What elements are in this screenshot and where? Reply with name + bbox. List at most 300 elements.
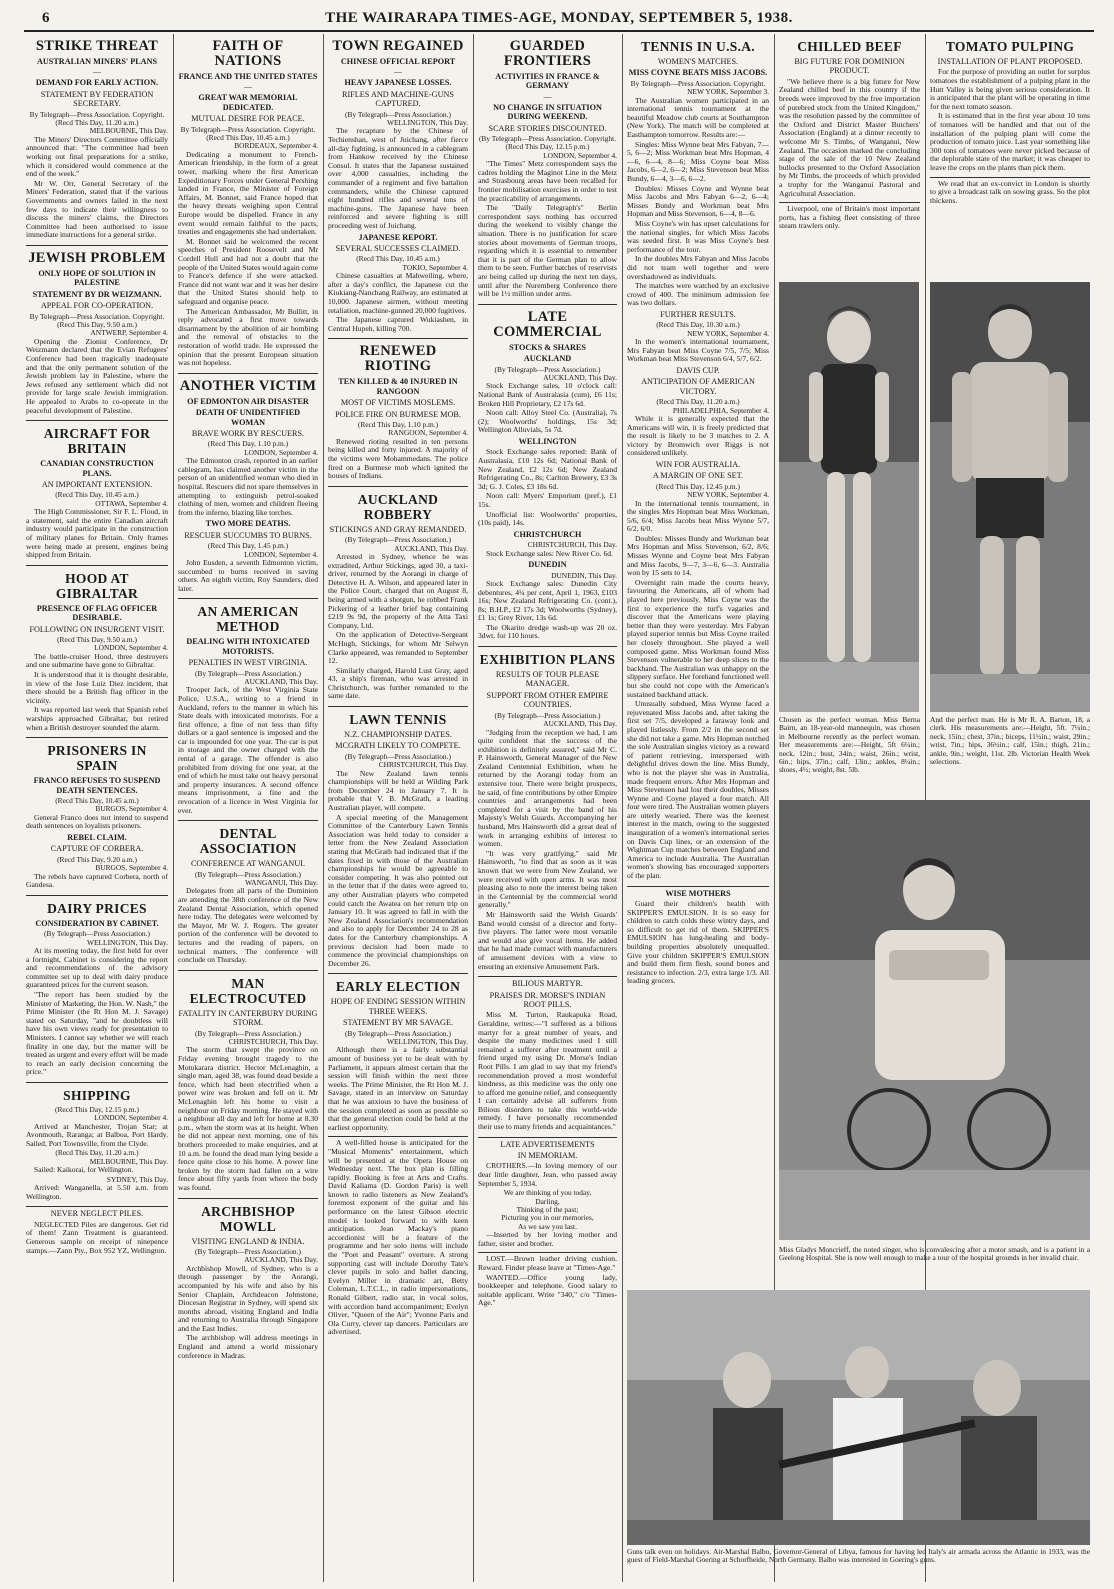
subheading: HEAVY JAPANESE LOSSES. xyxy=(344,78,452,88)
subheading: RESULTS OF TOUR PLEASE MANAGER. xyxy=(495,670,600,689)
subheading: SEVERAL SUCCESSES CLAIMED. xyxy=(335,243,461,253)
paragraph: "It was very gratifying," said Mr Hainsworth, "to find that as soon as it was known that we were from New Zealand, we were received with open arms. It was most pleasing also to note the interest being taken in the Centennial by the commercial world generally." xyxy=(478,848,617,910)
subheading: FATALITY IN CANTERBURY DURING STORM. xyxy=(178,1008,318,1028)
dateline: LONDON, September 4. xyxy=(244,447,318,457)
byline: (By Telegraph—Press Association.) xyxy=(44,929,150,939)
dateline: AUCKLAND, This Day. xyxy=(244,1255,318,1265)
dateline: BURGOS, September 4. xyxy=(95,863,168,873)
subheading: STATEMENT BY FEDERATION SECRETARY. xyxy=(40,89,154,109)
headline: STRIKE THREAT xyxy=(35,38,159,54)
article-man-electrocuted xyxy=(178,976,318,1193)
subheading: MOST OF VICTIMS MOSLEMS. xyxy=(340,398,456,408)
byline: By Telegraph—Press Association. Copyright. xyxy=(630,78,766,88)
ad-heading: WISE MOTHERS xyxy=(665,888,731,898)
paragraph: Similarly charged, Harold Lust Gray, aged 43, a ship's fireman, who was arrested in Christchurch, was further remanded to the same date. xyxy=(328,665,468,701)
subheading: A MARGIN OF ONE SET. xyxy=(652,471,744,481)
subheading: FRANCO REFUSES TO SUSPEND DEATH SENTENCES. xyxy=(33,776,161,795)
headline: LAWN TENNIS xyxy=(349,712,447,728)
byline: (Recd This Day, 12.15 p.m.) xyxy=(55,1104,139,1114)
divider xyxy=(26,420,168,421)
page-number: 6 xyxy=(42,10,50,26)
paragraph: Unusually subdued, Miss Wynne faced a rejuvenated Miss Jacobs and, after taking the first set 7/5, developed a faraway look and played listlessly. From 2/2 in the second set she did not take a game. Mrs Hopman notched the sole Australian singles victory as a reward of patient retrieving, interspersed with delightful drives down the line. Miss Bundy, who is not the player she was in Australia, made frequent errors. After Mrs Hopman and Miss Stevenson had lost their doubles, Misses Wynne and Coyne played a four match. All four were tired. The Australian women players are utterly wearied. There was the keenest interest in the match, owing to the suggested inauguration of a women's international series on Davis Cup lines, or an extension of the Wightman Cup matches between England and America to include Australia. The Australian women's showing has encouraged supporters of the plan. xyxy=(627,699,769,881)
subheading: FURTHER RESULTS. xyxy=(660,309,736,319)
headline: FAITH OF NATIONS xyxy=(212,38,284,69)
paragraph: Liverpool, one of Britain's most important ports, has a fishing fleet consisting of three steam trawlers only. xyxy=(779,204,920,231)
paragraph: The battle-cruiser Hood, three destroyers and one submarine have gone to Gibraltar. xyxy=(26,651,168,670)
paragraph: It was reported last week that Spanish rebel warships approached Gibraltar, but retired when a British destroyer sounded the alarm. xyxy=(26,705,168,732)
dateline: LONDON, September 4. xyxy=(543,150,617,160)
byline: (By Telegraph—Press Association.) xyxy=(494,364,601,374)
byline: (By Telegraph—Press Association.) xyxy=(195,668,301,678)
headline: EARLY ELECTION xyxy=(335,979,461,995)
subheading: WELLINGTON xyxy=(518,436,577,446)
paragraph: "The report has been studied by the Minister of Marketing, the Hon. W. Nash," the Prime Minister (the Rt Hon M. J. Savage) stated on Saturday, "and he doubtless will have his own views ready for presentation to Ministers. I cannot say whether we will reach finality in one day, but the matter will be treated as urgent and every effort will be made to reach an early decision concerning the price." xyxy=(26,989,168,1077)
paragraph: Delegates from all parts of the Dominion are attending the 38th conference of the New Zealand Dental Association, which opened here today. The delegates were welcomed by the Mayor, Mr W. J. Rogers. The greater portion of the conference will be devoted to lectures and the reading of papers, on technical matters. The conference will conclude on Thursday. xyxy=(178,886,318,965)
dateline: MELBOURNE, This Day. xyxy=(89,1156,168,1166)
subheading: WOMEN'S MATCHES. xyxy=(657,57,739,66)
subheading: INSTALLATION OF PLANT PROPOSED. xyxy=(937,57,1083,66)
paragraph: Mr Hainsworth said the Welsh Guards' Band would consist of a director and forty-five players. The latter were most versatile and would also give vocal items. He added that he had made contact with manufacturers of amusement devices with a view to ensuring an extensive Amusement Park. xyxy=(478,909,617,971)
dateline: WANGANUI, This Day. xyxy=(245,878,318,888)
verse-line: Thinking of the past; xyxy=(516,1205,579,1215)
column-7-top xyxy=(930,34,1090,274)
paragraph: It is understood that it is thought desirable, in view of the Jose Luiz Diez incident, that there should be a British flag officer in the vicinity. xyxy=(26,669,168,705)
divider xyxy=(26,1082,168,1083)
paragraph: The storm that swept the province on Friday evening brought tragedy to the Motukarara district. Hector McLenaghin, a single man, aged 38, was found dead beside a fence, which had been electrified when a power wire was broken and fell on it. Mr McLenaghin left his home to visit a neighbour on Friday morning. He stayed with a neighbour all day and left for home at 8.30 p.m., when the storm was at its height. When he did not appear next morning, one of his brothers proceeded to make enquiries, and at 10 a.m. he found the dead man lying beside a fence quite close to his home. A power line broken by the storm had fallen on a wire fence about fifty yards from where the body was found. xyxy=(178,1045,318,1192)
subheading: STATEMENT BY DR WEIZMANN. xyxy=(32,289,162,299)
byline: (Recd This Day, 11.20 a.m.) xyxy=(55,1148,139,1158)
paragraph: Arrived at Manchester, Trojan Star; at Avonmouth, Raranga; at Balboa, Port Hardy. Sailed, Port Townsville, from the Clyde. xyxy=(26,1121,168,1148)
subheading: MISS COYNE BEATS MISS JACOBS. xyxy=(628,68,768,78)
article-town-regained xyxy=(328,39,468,333)
paragraph: At its meeting today, the first held for over a fortnight, Cabinet is considering the report and recommendations of the advisory committee set up to deal with dairy produce guaranteed prices for the current season. xyxy=(26,945,168,990)
subheading: BRAVE WORK BY RESCUERS. xyxy=(191,428,305,438)
paragraph: The rebels have captured Corbera, north of Gandesa. xyxy=(26,871,168,890)
dateline: MELBOURNE, This Day. xyxy=(89,126,168,136)
divider xyxy=(26,737,168,738)
headline: SHIPPING xyxy=(63,1087,131,1103)
ad-text: Miss M. Turton, Raukapuka Road, Geraldine, writes:—"I suffered as a bilious martyr for a great number of years, and despite the many medicines used I still remained a sufferer after treatment until a friend urged my using Dr. Morse's Indian Root Pills. I am glad to say that my friend's recommendation proved a most wonderful kindness, as this medicine was the only one to afford me genuine relief, and consequently I can certainly advise all sufferers from Bilious disorders to take this world-wide remedy. I have personally recommended their use to many friends and acquaintances." xyxy=(478,1010,617,1132)
byline: (By Telegraph—Press Association.) xyxy=(195,869,301,879)
article-dental xyxy=(178,826,318,965)
paragraph: The Japanese captured Wukiashen, in Central Hupeh, killing 700. xyxy=(328,315,468,333)
column-4 xyxy=(478,34,617,1582)
article-auckland-robbery xyxy=(328,492,468,701)
paragraph: Overnight rain made the courts heavy, favouring the Americans, all of whom had played here previously. Miss Coyne was the first to experience the turf's vagaries and discover that the Americans were playing better than they were yesterday. Mrs Fabyan played superior tennis but Miss Coyne trailed her closely throughout. She played a well composed game. Miss Workman found Miss Stevenson vulnerable to her deep slices to the backhand. The Australian was unhappy on the slippery surface. Her forehand functioned well but she could not cope with the American's sustained backhand attack. xyxy=(627,577,769,699)
ad-text: NEGLECTED Piles are dangerous. Get rid of them! Zann Treatment is guaranteed. Generous sample on receipt of ninepence stamps.—Zann Pty., Box 952 YZ, Wellington. xyxy=(26,1219,168,1255)
paragraph: The recapture by the Chinese of Techienshan, west of Juichang, after fierce all-day fighting, is announced in a cablegram from Hankow received by the Chinese Consul. It states that the Japanese sustained over 4,000 casualties, including the commander of a regiment and five battalion commanders, while the Chinese captured eight hundred rifles and several tons of machine-guns. The Japanese have been reinforced and severe fighting is still proceeding west of Juichang. xyxy=(328,126,468,230)
paragraph: The High Commissioner, Sir F. L. Floud, in a statement, said the entire Canadian aircraft industry would participate in the construction of military planes for Britain. Only frames were being made at present, engines being shipped from Britain. xyxy=(26,507,168,560)
article-american-method xyxy=(178,604,318,815)
dateline: LONDON, September 4. xyxy=(94,1113,168,1123)
advertisement-bilious-martyr xyxy=(478,979,617,1132)
dateline: AUCKLAND, This Day. xyxy=(543,719,617,729)
byline: (By Telegraph—Press Association.) xyxy=(345,751,451,761)
byline: (By Telegraph—Press Association.) xyxy=(195,1246,301,1256)
dateline: OTTAWA, September 4. xyxy=(95,498,168,508)
dateline: LONDON, September 4. xyxy=(94,643,168,653)
dateline: WELLINGTON, This Day. xyxy=(87,937,168,947)
dateline: ANTWERP, September 4. xyxy=(90,328,168,338)
subheading: CANADIAN CONSTRUCTION PLANS. xyxy=(40,459,154,478)
subheading: CHINESE OFFICIAL REPORT xyxy=(340,57,456,66)
paragraph: Noon call: Myers' Emporium (pref.), £1 15s. xyxy=(478,491,617,509)
headline: CHILLED BEEF xyxy=(797,39,902,54)
paragraph: "Judging from the reception we had, I am quite confident that the success of the exhibition is definitely assured," said Mr C. P. Hainsworth, General Manager of the New Zealand Centennial Exhibition, when he returned by the Aorangi today from an extensive tour. There were bright prospects, he said, of fine contributions by other Empire countries and arrangements had been completed for a visit by the band of his Majesty's Welsh Guards. Accompanying her husband, Mrs Hainsworth did a great deal of work in arranging exhibits of interest to women. xyxy=(478,727,617,849)
divider xyxy=(178,820,318,821)
dateline: AUCKLAND, This Day. xyxy=(543,372,617,382)
subheading: MUTUAL DESIRE FOR PEACE. xyxy=(191,114,305,124)
byline: (Recd This Day, 1.10 p.m.) xyxy=(357,419,439,429)
column-2 xyxy=(178,34,318,1582)
paragraph: Chinese casualties at Mahweiling, where, after a day's conflict, the Japanese cut the Kiukiang-Nanchang Railway, are estimated at 10,000. Japanese airmen, without meeting retaliation, machine-gunned 20,000 fugitives. xyxy=(328,271,468,315)
byline: (By Telegraph—Press Association. Copyright. (Recd This Day, 12.15 p.m.) xyxy=(478,134,617,152)
subheading: DAVIS CUP. xyxy=(676,365,720,375)
ad-heading: BILIOUS MARTYR. xyxy=(512,979,583,989)
headline: ANOTHER VICTIM xyxy=(179,377,317,394)
divider xyxy=(478,1137,617,1138)
article-strike-threat xyxy=(26,39,168,240)
paragraph: John Eusden, a seventh Edmonton victim, succumbed to burns received in saving others. An eighth victim, Roy Saunders, died later. xyxy=(178,557,318,593)
article-prisoners-spain xyxy=(26,743,168,890)
column-rule xyxy=(173,34,174,1582)
byline: (Recd This Day, 1.45 p.m.) xyxy=(207,541,289,551)
subheading: FOLLOWING ON INSURGENT VISIT. xyxy=(29,624,165,634)
byline: (By Telegraph—Press Association.) xyxy=(195,1028,301,1038)
advertisement-wise-mothers xyxy=(627,889,769,986)
headline: RENEWED RIOTING xyxy=(359,343,437,375)
byline: (Recd This Day, 1.10 p.m.) xyxy=(207,439,289,449)
dateline: CHRISTCHURCH, This Day. xyxy=(228,1037,318,1046)
subheading: BIG FUTURE FOR DOMINION PRODUCT. xyxy=(794,57,905,76)
subheading: POLICE FIRE ON BURMESE MOB. xyxy=(335,409,461,419)
dateline: BORDEAUX, September 4. xyxy=(234,141,318,151)
subheading: IN MEMORIAM. xyxy=(517,1151,578,1161)
paragraph: The Okarito dredge wash-up was 20 oz. 3dwt. for 110 hours. xyxy=(478,622,617,641)
byline: (Recd This Day, 10.30 a.m.) xyxy=(656,320,740,330)
paragraph: —Inserted by her loving mother and father, sister and brother. xyxy=(478,1230,617,1248)
article-jewish-problem xyxy=(26,251,168,415)
subheading: N.Z. CHAMPIONSHIP DATES. xyxy=(344,730,452,740)
headline: AUCKLAND ROBBERY xyxy=(357,491,439,522)
divider xyxy=(478,304,617,305)
subheading: AN IMPORTANT EXTENSION. xyxy=(41,479,153,489)
divider xyxy=(26,565,168,566)
paragraph: Arrived: Wanganella, at 5.50 a.m. from Wellington. xyxy=(26,1183,168,1201)
dateline: WELLINGTON, This Day. xyxy=(387,118,468,128)
photo-perfect-woman-image xyxy=(779,282,919,712)
divider xyxy=(178,970,318,971)
article-shipping xyxy=(26,1088,168,1202)
byline: By Telegraph—Press Association. Copyright. (Recd This Day, 9.50 a.m.) xyxy=(29,311,165,329)
dateline: RANGOON, September 4. xyxy=(388,428,468,438)
paragraph: Stock Exchange sales, 10 o'clock call: National Bank of Australasia (cum), £6 11s; Broken Hill Proprietary, £2 17s 6d. xyxy=(478,381,617,408)
paragraph: The American Ambassador, Mr Bullitt, in reply advocated a first move towards disarmament by the abolition of air bombing and the removal of obstacles to the restoration of world trade. He expressed the opinion that the present European situation was not hopeless. xyxy=(178,306,318,368)
paragraph: The New Zealand lawn tennis championships will be held at Wilding Park from December 24 to January 7. It is probable that V. B. McGrath, a leading Australian player, will compete. xyxy=(328,768,468,813)
section-heading: LATE ADVERTISEMENTS xyxy=(500,1139,595,1149)
paragraph: It is estimated that in the first year about 10 tons of tomatoes will be handled and that out of the installation of the pulping plant will come the production of tomato juice. Last year something like 300 tons of tomatoes were never picked because of the deplorable state of the market; it was cheaper to leave the crops on the plants than pick them. xyxy=(930,111,1090,172)
headline: HOOD AT GIBRALTAR xyxy=(55,570,139,601)
article-guarded-frontiers xyxy=(478,39,617,299)
classified-ad: LOST.—Brown leather driving cushion. Reward. Finder please leave at "Times-Age." xyxy=(478,1254,617,1273)
subheading: CAPTURE OF CORBERA. xyxy=(50,844,144,854)
subheading: DEALING WITH INTOXICATED MOTORISTS. xyxy=(186,637,310,656)
dateline: WELLINGTON, This Day. xyxy=(387,1036,468,1046)
article-tennis-usa xyxy=(627,39,769,881)
divider xyxy=(26,895,168,896)
article-tomato-pulping xyxy=(930,39,1090,205)
divider: — xyxy=(93,67,101,77)
paragraph: M. Bonnet said he welcomed the recent speeches of President Roosevelt and Mr Cordell Hull and had not a doubt that the people of the United States would again come to France's defence if she were attacked. France did not want war and it was her desire that the United States should help to safeguard and organise peace. xyxy=(178,236,318,306)
subheading: ONLY HOPE OF SOLUTION IN PALESTINE xyxy=(38,268,156,288)
divider xyxy=(779,202,920,203)
column-6-top xyxy=(779,34,920,274)
headline: TOWN REGAINED xyxy=(332,38,464,54)
subheading: STOCKS & SHARES xyxy=(509,342,586,352)
subheading: PRESENCE OF FLAG OFFICER DESIRABLE. xyxy=(36,603,158,623)
subheading: AUCKLAND xyxy=(523,354,572,364)
subheading: TEN KILLED & 40 INJURED IN RANGOON xyxy=(338,377,458,396)
divider xyxy=(328,706,468,707)
dateline: AUCKLAND, This Day. xyxy=(394,543,468,553)
subheading: ACTIVITIES IN FRANCE & GERMANY xyxy=(495,72,600,91)
divider: — xyxy=(394,67,402,77)
divider xyxy=(328,486,468,487)
article-renewed-rioting xyxy=(328,344,468,480)
divider xyxy=(178,598,318,599)
subheading: MCGRATH LIKELY TO COMPETE. xyxy=(335,741,461,751)
divider xyxy=(627,886,769,887)
dateline: LONDON, September 4. xyxy=(244,549,318,559)
subheading: DEMAND FOR EARLY ACTION. xyxy=(35,78,159,88)
subheading: CONFERENCE AT WANGANUI. xyxy=(190,859,306,869)
divider xyxy=(178,373,318,374)
article-hood xyxy=(26,571,168,732)
paragraph: Doubles: Misses Coyne and Wynne beat Miss Jacobs and Mrs Fabyan 6—2, 6—4; Misses Bundy and Workman beat Mrs Hopman and Miss Stevenson, 6—4, 8—6. xyxy=(627,183,769,219)
subheading: PENALTIES IN WEST VIRGINIA. xyxy=(188,658,308,668)
subheading: OF EDMONTON AIR DISASTER xyxy=(187,396,309,406)
divider: — xyxy=(543,91,552,101)
paragraph: Sailed: Kaikorai, for Wellington. xyxy=(34,1165,134,1175)
subheading: APPEAL FOR CO-OPERATION. xyxy=(40,301,154,311)
caption-perfect-man: And the perfect man. He is Mr R. A. Barton, 18, a clerk. His measurements are:—Height, 5ft. 7¼in.; neck, 15in.; chest, 37in.; biceps, 11½in.; waist, 29in.; wrist, 7in.; hips, 36½in.; calf, 15in.; thigh, 21in.; ankle, 9in.; weight, 11st. 2lb. Victorian Health Week selections. xyxy=(930,715,1090,767)
paragraph: Trooper Jack, of the West Virginia State Police, U.S.A., writing to a friend in Auckland, refers to the manner in which his State deals with intoxicated motorists. For a first offence, a fine of not less than fifty dollars or a gaol sentence is imposed and the car is impounded for one year. The car is put in storage and the owner charged with the rental of a garage. The offender is also prohibited from driving for one year, at the end of which he must take out heavy personal and property insurances. A second offence means imprisonment, a fine and the revocation of a licence in West Virginia for ever. xyxy=(178,685,318,815)
subheading: TWO MORE DEATHS. xyxy=(205,519,291,529)
photo-perfect-man-image xyxy=(930,282,1090,712)
article-chilled-beef xyxy=(779,39,920,231)
divider xyxy=(328,338,468,339)
headline: PRISONERS IN SPAIN xyxy=(47,743,147,774)
article-dairy-prices xyxy=(26,901,168,1077)
column-3 xyxy=(328,34,468,1582)
headline: ARCHBISHOP MOWLL xyxy=(201,1203,295,1234)
paragraph: While it is generally expected that the Americans will win, it is freely predicted that the result is likely to be 3 matches to 2. A victory by Bromwich over Riggs is not considered unlikely. xyxy=(627,413,769,458)
byline: (By Telegraph—Press Association.) xyxy=(494,710,601,720)
paragraph: The Miners' Directors Committee officially announced that: "The committee had been working out final preparations for a strike, which it considered would commence at the end of the week." xyxy=(26,134,168,179)
paragraph: General Franco does not intend to suspend death sentences on loyalists prisoners. xyxy=(26,812,168,831)
divider xyxy=(930,177,1090,178)
paragraph: The matches were watched by an exclusive crowd of 400. The minimum admission fee was two dollars. xyxy=(627,281,769,308)
subheading: RIFLES AND MACHINE-GUNS CAPTURED. xyxy=(342,89,454,109)
advertisement-piles xyxy=(26,1209,168,1255)
subheading: DUNEDIN xyxy=(528,560,567,570)
paragraph: The archbishop will address meetings in England and attend a world missionary conference in Madras. xyxy=(178,1333,318,1360)
paragraph: Archbishop Mowll, of Sydney, who is a through passenger by the Aorangi, accompanied by his wife and also by his Senior Chaplain, Archdeacon Johnstone, Diocesan Registrar in Sydney, will spend six months abroad, visiting England and India and returning to Australia through Singapore and the East Indies. xyxy=(178,1263,318,1333)
verse-line: Picturing you in our memories, xyxy=(501,1213,594,1223)
subheading: SCARE STORIES DISCOUNTED. xyxy=(488,123,607,133)
paragraph: In the doubles Mrs Fabyan and Miss Jacobs did not team well together and were overshadowed as individuals. xyxy=(627,254,769,281)
divider xyxy=(328,1136,468,1137)
paragraph: Singles: Miss Wynne beat Mrs Fabyan, 7—5, 6—2; Miss Workman beat Mrs Hopman, 4—6, 6—4, 8—6; Miss Coyne beat Miss Jacobs, 6—2, 6—2; Miss Stevenson beat Miss Bundy, 6—4, 3—6, 6—2. xyxy=(627,139,769,183)
paragraph: A well-filled house is anticipated for the "Musical Moments" entertainment, which will be presented at the Opera House on Wednesday next. The box plan is filling rapidly. Booking is free at Arts and Crafts. David Kaliama (D. Gordon Paris) is well known to radio listeners as New Zealand's foremost exponent of the guitar and his performance on the latest Gibson electric model is looked forward to with keen anticipation. Jean Mackay's piano accordionist will be a feature of the programme and her solo items will include the "Poet and Peasant" overture. A strong supporting cast will include Dorothy Tate's clever pupils in solo and ballet dancing, Evelyn Miller in dramatic art, Betty Coleman, L.T.C.L., in radio impersonations, Ronald Gilbert, radio star, in vocal solos, with accordion band accompaniment; Evelyn Oliver, "Queen of the Air"; Yvonne Paris and Ola Curry, clever tap dancers. Particulars are advertised. xyxy=(328,1138,468,1337)
headline: EXHIBITION PLANS xyxy=(479,652,616,668)
article-aircraft xyxy=(26,426,168,560)
subheading: REBEL CLAIM. xyxy=(67,832,127,842)
caption-balbo-goering: Guns talk even on holidays. Air-Marshal Balbo, Governor-General of Libya, famous for having led Italy's air armada across the Atlantic in 1933, was the guest of Field-Marshal Goering at Schorfheide, North Germany. Balbo was interested in Goering's guns. xyxy=(627,1547,1090,1565)
divider xyxy=(478,646,617,647)
paragraph: In the international tennis tournament, in the singles Mrs Hopman beat Miss Workman, 5/6, 6/4; Miss Jacobs beat Miss Wynne 5/7, 6/2, 6/0. xyxy=(627,498,769,534)
paragraph: Arrested in Sydney, whence he was extradited, Arthur Stickings, aged 30, a taxi-driver, returned by the Aorangi in charge of Detective H. A. Wilson, and appeared later in the Police Court, charged that on August 8, being armed with a shotgun, he robbed Frank Pickering of a leather brief bag containing £219 9s 9d, the property of the Atta Taxi Company, Ltd. xyxy=(328,551,468,630)
paragraph: In the women's international tournament, Mrs Fabyan beat Miss Coyne 7/5, 7/5; Miss Workman beat Miss Stevenson 6/4, 5/7, 6/2. xyxy=(627,337,769,364)
photo-perfect-man xyxy=(930,282,1090,712)
paragraph: Noon call: Alloy Steel Co. (Australia), 7s (2); Woolworths' holdings, 15s 3d; Wellington Alluvials, 5s 7d. xyxy=(478,408,617,435)
article-late-commercial xyxy=(478,310,617,641)
subheading: DEATH OF UNIDENTIFIED WOMAN xyxy=(195,408,301,427)
subheading: FRANCE AND THE UNITED STATES xyxy=(178,72,318,81)
subheading: JAPANESE REPORT. xyxy=(358,232,438,242)
paragraph: Miss Coyne's win has upset calculations for the national singles, for which Miss Jacobs was seeded first. It was Miss Coyne's best performance of the tour. xyxy=(627,218,769,254)
paragraph: Opening the Zionist Conference, Dr Weizmann declared that the Evian Refugees' Conference had been tragically inadequate and that the only permanent solution of the Jewish problem lay in Palestine, where the Jews refused any settlement which did not provide for large scale Jewish immigration. He appealed to Arabs to co-operate in the peaceful development of Palestine. xyxy=(26,336,168,415)
paragraph: Stock Exchange sales: Dunedin City debentures, 4¼ per cent, April 1, 1963, £103 16s; New Zealand Refrigerating Co. (cont.), 8s; B.H.P., £2 17s 3d; Woolworths (Sydney), £1 1s; Grey River, 13s 6d. xyxy=(478,578,617,623)
subheading: AUSTRALIAN MINERS' PLANS xyxy=(36,57,158,66)
ad-text: Guard their children's health with SKIPPER'S EMULSION. It is so easy for children to catch colds these wintry days, and so difficult to get rid of them. SKIPPER'S EMULSION has lung-healing and body-building properties absolutely unequalled. Give your children SKIPPER'S EMULSION and build them firm flesh, sound bones and resistance to infection. 2/3, extra large 1/3. All leading grocers. xyxy=(627,899,769,986)
article-another-victim xyxy=(178,379,318,594)
headline: JEWISH PROBLEM xyxy=(28,249,166,266)
paragraph: The "Daily Telegraph's" Berlin correspondent says nothing has occurred during the weekend to visibly change the situation. There is no justification for scare stories about movements of German troops, regarding which it is essential to remember that it is part of the German plan to allow them to be seen. Further batches of reservists are being called up during the next ten days, until after the Nuremberg Conference there will be 1½ million under arms. xyxy=(478,203,617,299)
dateline: PHILADELPHIA, September 4. xyxy=(672,405,769,415)
article-archbishop-mowll xyxy=(178,1204,318,1361)
byline: By Telegraph—Press Association. Copyright. (Recd This Day, 11.20 a.m.) xyxy=(29,109,165,128)
paragraph: We read that an ex-convict in London is shortly to give a broadcast talk on sowing grass. So the plot thickens. xyxy=(930,178,1090,205)
photo-gladys-moncrieff xyxy=(779,800,1090,1240)
subheading: WIN FOR AUSTRALIA. xyxy=(655,459,741,469)
paragraph: The Australian women participated in an international tennis tournament at the beautiful Meadow club courts at Southampton (New York). The match will be completed at Easthampton tomorrow. Results are:— xyxy=(627,95,769,139)
paragraph: Although there is a fairly substantial amount of business yet to be dealt with by Parliament, it appears almost certain that the session will finish within the next three weeks. The Prime Minister, the Rt Hon M. J. Savage, stated in an interview on Saturday that he was anxious to have the business of the session completed as soon as possible so that the general election could be held at the earliest opportunity. xyxy=(328,1045,468,1132)
paragraph: A special meeting of the Management Committee of the Canterbury Lawn Tennis Association was held today to consider a letter from the New Zealand Association stating that McGrath had indicated that if the dates fixed in with those of the Australian championships he would be agreeable to consider competing. It was also pointed out in the letter that if the dates were agreed to, any other Australian players who competed could catch the Awatea on her return trip on January 10. It was agreed to fall in with the New Zealand Association's recommendation and also to apply for December 24 to 28 as dates for the Canterbury championships. A previous decision had been made to commence the provincial championships on December 26. xyxy=(328,812,468,968)
verse-line: Darling, xyxy=(535,1196,560,1206)
paragraph: Unofficial list: Woolworths' properties, (10s paid), 14s. xyxy=(478,509,617,528)
ad-subheading: PRAISES DR. MORSE'S INDIAN ROOT PILLS. xyxy=(489,990,606,1009)
paragraph: "The Times" Metz correspondent says the cadres holding the Maginot Line in the Metz and Strasbourg areas have been recalled for frontier mobilisation exercises in order to test the practicability of arrangements. xyxy=(478,159,617,203)
dateline: DUNEDIN, This Day. xyxy=(551,570,617,580)
paragraph: For the purpose of providing an outlet for surplus tomatoes the establishment of a pulping plant in the Hutt Valley is being given serious consideration. It is anticipated that the plant will be operating in time for the next tomato season. xyxy=(930,67,1090,111)
paragraph: Doubles: Misses Bundy and Workman beat Mrs Hopman and Miss Stevenson, 6/2, 8/6; Misses Wynne and Coyne beat Mrs Fabyan and Miss Jacobs, 9—7, 3—6, 6—3. Australia won by 15 sets to 14. xyxy=(627,533,769,578)
byline: (Recd This Day, 9.50 a.m.) xyxy=(57,634,137,644)
paragraph: Dedicating a monument to French-American friendship, in the form of a great tower, marking where the first American Expeditionary Forces under General Pershing landed in France, the Minister of Foreign Affairs, M. Bonnet, said France hoped that the heavy threats weighing upon Central Europe would be dispelled. France in any event would remain faithful to the pacts, treaties and engagements she had undertaken. xyxy=(178,149,318,237)
ad-heading: NEVER NEGLECT PILES. xyxy=(50,1209,144,1219)
subheading: STATEMENT BY MR SAVAGE. xyxy=(342,1018,454,1028)
column-rule xyxy=(473,34,474,1582)
byline: (Recd This Day, 10.45 a.m.) xyxy=(55,490,139,500)
subheading: CHRISTCHURCH xyxy=(513,529,582,539)
headline: AIRCRAFT FOR BRITAIN xyxy=(43,426,151,457)
dateline: NEW YORK, September 4. xyxy=(687,328,769,338)
byline: (Recd This Day, 11.20 a.m.) xyxy=(656,397,740,407)
headline: GUARDED FRONTIERS xyxy=(503,38,592,69)
paragraph: CROTHERS.—In loving memory of our dear little daughter, Jean, who passed away September 5, 1934. xyxy=(478,1161,617,1188)
headline: TENNIS IN U.S.A. xyxy=(641,39,755,54)
photo-perfect-woman xyxy=(779,282,919,712)
dateline: SYDNEY, This Day. xyxy=(106,1174,168,1184)
headline: MAN ELECTROCUTED xyxy=(189,975,307,1006)
byline: (By Telegraph—Press Association.) xyxy=(345,1028,451,1038)
late-advertisements xyxy=(478,1140,617,1308)
subheading: STICKINGS AND GRAY REMANDED. xyxy=(329,524,467,534)
article-exhibition-plans xyxy=(478,652,617,971)
dateline: BURGOS, September 4. xyxy=(95,804,168,814)
column-rule xyxy=(622,34,623,1582)
newspaper-title: THE WAIRARAPA TIMES-AGE, MONDAY, SEPTEMBER 5, 1938. xyxy=(325,10,793,26)
dateline: TOKIO, September 4. xyxy=(402,262,468,272)
subheading: ANTICIPATION OF AMERICAN VICTORY. xyxy=(641,377,755,396)
paragraph: On the application of Detective-Sergeant McHugh, Stickings, for whom Mr Selwyn Clarke appeared, was remanded to September 12. xyxy=(328,630,468,666)
paragraph: "We believe there is a big future for New Zealand chilled beef in this country if the breeds were improved by the free importation of purebred stock from the United Kingdom," was the resolution passed by the committee of the Oxford and District Master Butchers' Association (England) at a dinner recently to welcome Mr S. Timbs, of Wanganui, New Zealand. The occasion marked the concluding stage of the sale of the 10 New Zealand bullocks presented to the Oxford Association by Mr Timbs, the proceeds of which provided a trophy for the Wanganui Pastoral and Agricultural Association. xyxy=(779,76,920,198)
divider xyxy=(26,1206,168,1207)
verse-line: As we saw you last. xyxy=(518,1221,577,1231)
byline: (Recd This Day, 9.20 a.m.) xyxy=(57,854,137,864)
byline: (Recd This Day, 10.45 a.m.) xyxy=(356,254,440,264)
headline: AN AMERICAN METHOD xyxy=(197,604,299,635)
dateline: AUCKLAND, This Day. xyxy=(244,676,318,686)
byline: By Telegraph—Press Association. Copyright. (Recd This Day, 10.45 a.m.) xyxy=(180,124,316,143)
column-1 xyxy=(26,34,168,1582)
dateline: NEW YORK, September 4. xyxy=(687,490,769,500)
paragraph: Stock Exchange sales reported: Bank of Australasia, £10 12s 6d; National Bank of New Zealand, £2 12s 6d; New Zealand Refrigerating Co., 8s; Carlton Brewery, £3 3s 3d; G. J. Coles, £3 18s 6d. xyxy=(478,447,617,491)
verse-line: We are thinking of you today, xyxy=(503,1188,592,1198)
subheading: GREAT WAR MEMORIAL DEDICATED. xyxy=(198,93,298,112)
classified-ad: WANTED.—Office young lady, bookkeeper and telephone. Good salary to suitable applicant. Write "340," c/o "Times-Age." xyxy=(478,1272,617,1308)
byline: (Recd This Day, 10.45 a.m.) xyxy=(55,795,139,805)
article-early-election xyxy=(328,979,468,1337)
subheading: RESCUER SUCCUMBS TO BURNS. xyxy=(184,530,312,540)
headline: TOMATO PULPING xyxy=(945,39,1075,54)
byline: (Recd This Day, 12.45 p.m.) xyxy=(656,481,740,491)
dateline: CHRISTCHURCH, This Day. xyxy=(527,540,617,550)
paragraph: Stock Exchange sales: New River Co. 6d. xyxy=(486,548,613,558)
subheading: CONSIDERATION BY CABINET. xyxy=(35,918,159,928)
article-faith-of-nations xyxy=(178,39,318,368)
paragraph: The Edmonton crash, reported in an earlier cablegram, has claimed another victim in the person of an unidentified woman who died in hospital. Rescuers did not spare themselves in attempting to extinguish petrol-soaked clothing of men, women and children fleeing from the inferno, blazing like torches. xyxy=(178,456,318,517)
subheading: HOPE OF ENDING SESSION WITHIN THREE WEEKS. xyxy=(330,997,466,1016)
byline: (By Telegraph—Press Association.) xyxy=(345,535,451,545)
paragraph: Mr W. Orr, General Secretary of the Miners' Federation, stated that if the various Governments and owners failed in the next few days to indicate their willingness to discuss the miners' claims, the Directors Committee had been authorised to issue immediate instructions for a general strike. xyxy=(26,178,168,240)
photo-balbo-goering xyxy=(627,1290,1090,1545)
divider: — xyxy=(244,82,252,92)
paragraph: Renewed rioting resulted in ten persons being killed and forty injured. A majority of the victims were Mohammedans. The police fired on a Burmese mob which ignited the houses of Indians. xyxy=(328,436,468,481)
headline: DENTAL ASSOCIATION xyxy=(199,826,297,857)
divider xyxy=(478,976,617,977)
caption-gladys-moncrieff: Miss Gladys Moncrieff, the noted singer, who is convalescing after a motor smash, and is a patient in a Geelong Hospital. She is now well enough to make a tour of the hospital grounds in her invalid chair. xyxy=(779,1245,1090,1263)
caption-perfect-woman: Chosen as the perfect woman. Miss Berna Bairn, an 18-year-old mannequin, was chosen in Melbourne recently as the perfect woman. Her measurements are:—Height, 5ft 6¼in.; neck, 12in.; bust, 34in.; waist, 26in.; wrist, 6in.; hips, 37in.; calf, 13in.; ankles, 8¼in.; shoes, 4½; weight, 8st. 5lb. xyxy=(779,715,920,775)
dateline: NEW YORK, September 3. xyxy=(687,87,769,97)
masthead xyxy=(24,8,1094,32)
photo-gladys-moncrieff-image xyxy=(779,800,1090,1240)
headline: LATE COMMERCIAL xyxy=(493,308,602,340)
dateline: CHRISTCHURCH, This Day. xyxy=(378,760,468,770)
subheading: VISITING ENGLAND & INDIA. xyxy=(191,1236,305,1246)
article-lawn-tennis xyxy=(328,712,468,968)
subheading: SUPPORT FROM OTHER EMPIRE COUNTRIES. xyxy=(486,690,609,710)
